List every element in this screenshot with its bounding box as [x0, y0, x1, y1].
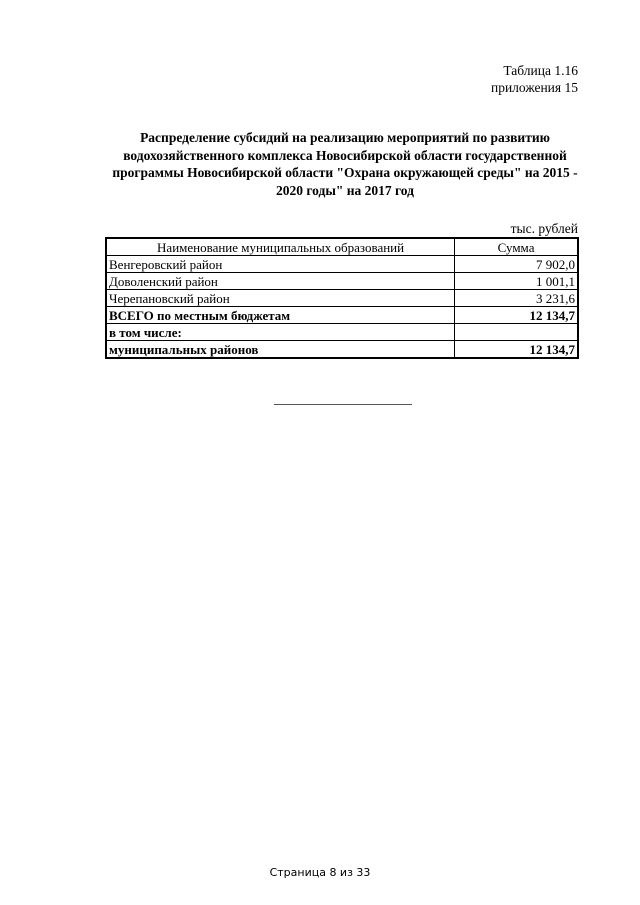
- row-name: Венгеровский район: [106, 256, 455, 273]
- end-separator-line: [274, 404, 412, 405]
- table-header-row: [106, 238, 578, 256]
- column-header-sum: Сумма: [455, 238, 578, 256]
- row-sum: 3 231,6: [455, 290, 578, 307]
- column-header-name: Наименование муниципальных образований: [106, 238, 455, 256]
- table-row: [106, 256, 578, 273]
- municipal-districts-label: муниципальных районов: [106, 341, 455, 359]
- row-name: Черепановский район: [106, 290, 455, 307]
- title-line: программы Новосибирской области "Охрана окружающей среды" на 2015 -: [112, 165, 578, 180]
- municipal-districts-sum: 12 134,7: [455, 341, 578, 359]
- title-line: водохозяйственного комплекса Новосибирской области государственной: [123, 147, 567, 163]
- title-line: Распределение субсидий на реализацию мероприятий по развитию: [140, 130, 550, 145]
- total-label: ВСЕГО по местным бюджетам: [106, 307, 455, 324]
- table-reference: [491, 62, 578, 96]
- row-name: Доволенский район: [106, 273, 455, 290]
- units-label: тыс. рублей: [510, 221, 578, 236]
- table-number: Таблица 1.16: [503, 63, 578, 78]
- table-row: [106, 290, 578, 307]
- total-row: [106, 307, 578, 324]
- including-row: [106, 324, 578, 341]
- row-sum: 1 001,1: [455, 273, 578, 290]
- appendix-label: приложения 15: [490, 80, 578, 95]
- subsidies-table: [105, 237, 579, 359]
- document-title: [108, 129, 582, 199]
- municipal-districts-row: [106, 341, 578, 359]
- page-number: Страница 8 из 33: [269, 866, 371, 879]
- total-sum: 12 134,7: [455, 307, 578, 324]
- table-row: [106, 273, 578, 290]
- title-line: 2020 годы" на 2017 год: [275, 182, 415, 198]
- including-sum: [455, 324, 578, 341]
- including-label: в том числе:: [106, 324, 455, 341]
- row-sum: 7 902,0: [455, 256, 578, 273]
